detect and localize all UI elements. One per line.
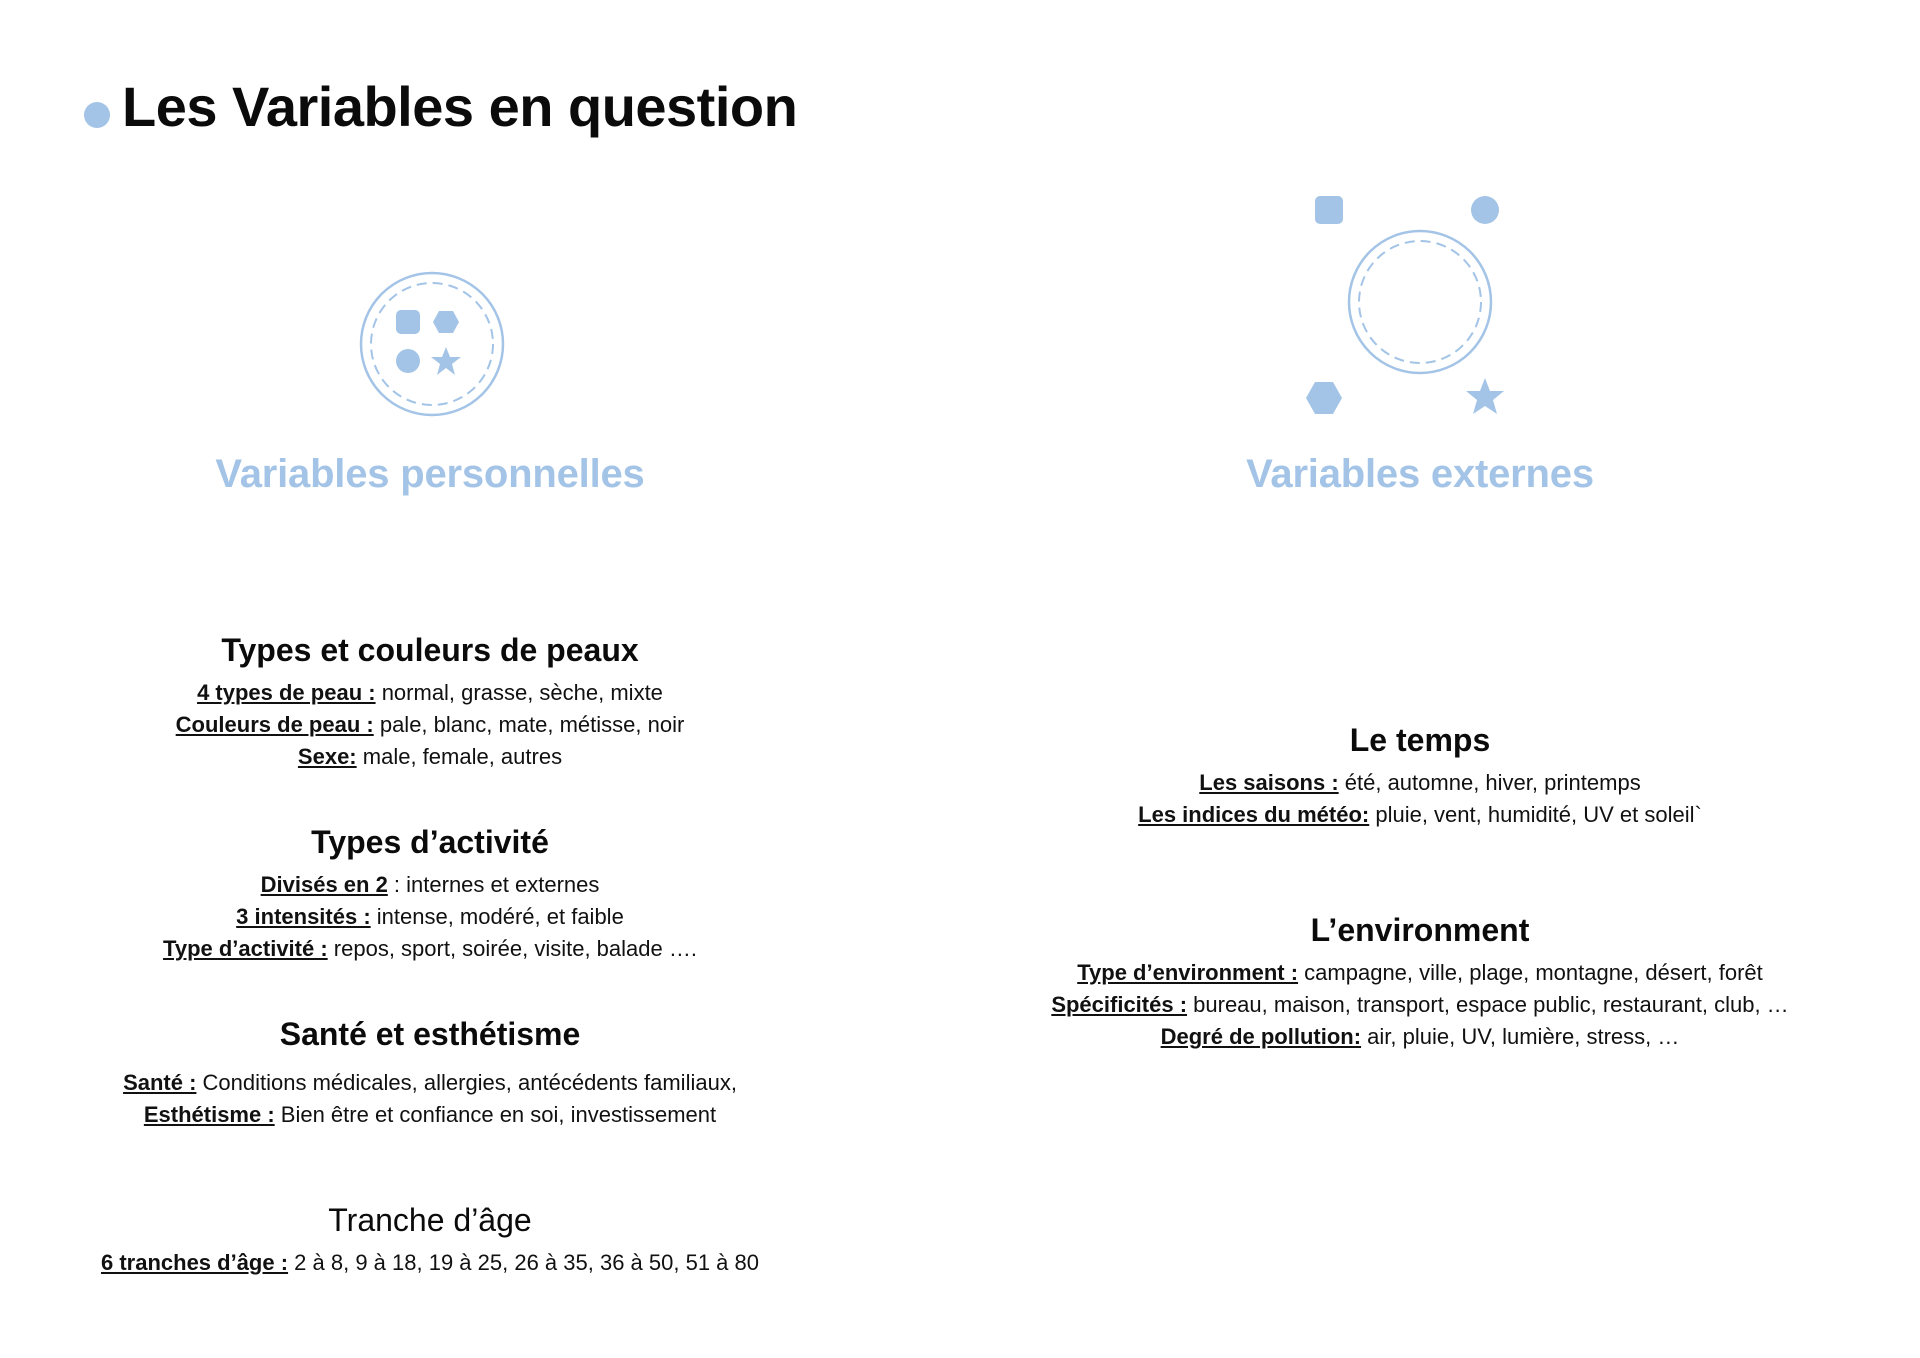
shapes-around-circle-icon — [1304, 196, 1536, 422]
external-variables-heading: Variables externes — [1246, 452, 1594, 496]
section-title: Santé et esthétisme — [279, 1016, 581, 1052]
line-divided: Divisés en 2 : internes et externes — [260, 872, 600, 897]
personal-variables-heading: Variables personnelles — [215, 452, 645, 496]
line-health: Santé : Conditions médicales, allergies, antécédents familiaux, — [123, 1070, 737, 1095]
line-skin-colors: Couleurs de peau : pale, blanc, mate, métisse, noir — [175, 712, 685, 737]
line-aesthetics: Esthétisme : Bien être et confiance en soi, investissement — [143, 1102, 717, 1127]
section-skin — [60, 632, 800, 773]
section-age — [60, 1202, 800, 1279]
shapes-in-circle-icon — [358, 270, 506, 418]
line-sex: Sexe: male, female, autres — [297, 744, 563, 769]
section-title: L’environment — [1310, 912, 1530, 948]
section-activity — [60, 824, 800, 965]
section-health — [60, 1016, 800, 1131]
page-title: Les Variables en question — [122, 74, 798, 138]
section-title: Tranche d’âge — [328, 1202, 532, 1238]
section-environment — [1000, 912, 1840, 1053]
section-title: Le temps — [1349, 722, 1491, 758]
line-pollution: Degré de pollution: air, pluie, UV, lumière, stress, … — [1160, 1024, 1680, 1049]
bullet-dot-icon — [84, 102, 110, 128]
line-weather-indices: Les indices du météo: pluie, vent, humidité, UV et soleil` — [1138, 802, 1702, 827]
line-seasons: Les saisons : été, automne, hiver, printemps — [1199, 770, 1641, 795]
section-weather — [1000, 722, 1840, 831]
section-title: Types d’activité — [311, 824, 549, 860]
line-environment-type: Type d’environment : campagne, ville, plage, montagne, désert, forêt — [1077, 960, 1763, 985]
line-skin-types: 4 types de peau : normal, grasse, sèche, mixte — [197, 680, 663, 705]
page-title-row — [84, 66, 797, 146]
section-title: Types et couleurs de peaux — [221, 632, 639, 668]
line-activity-type: Type d’activité : repos, sport, soirée, visite, balade …. — [163, 936, 697, 961]
line-age-ranges: 6 tranches d’âge : 2 à 8, 9 à 18, 19 à 25, 26 à 35, 36 à 50, 51 à 80 — [100, 1250, 759, 1275]
line-specificities: Spécificités : bureau, maison, transport, espace public, restaurant, club, … — [1051, 992, 1789, 1017]
line-intensities: 3 intensités : intense, modéré, et faible — [236, 904, 624, 929]
